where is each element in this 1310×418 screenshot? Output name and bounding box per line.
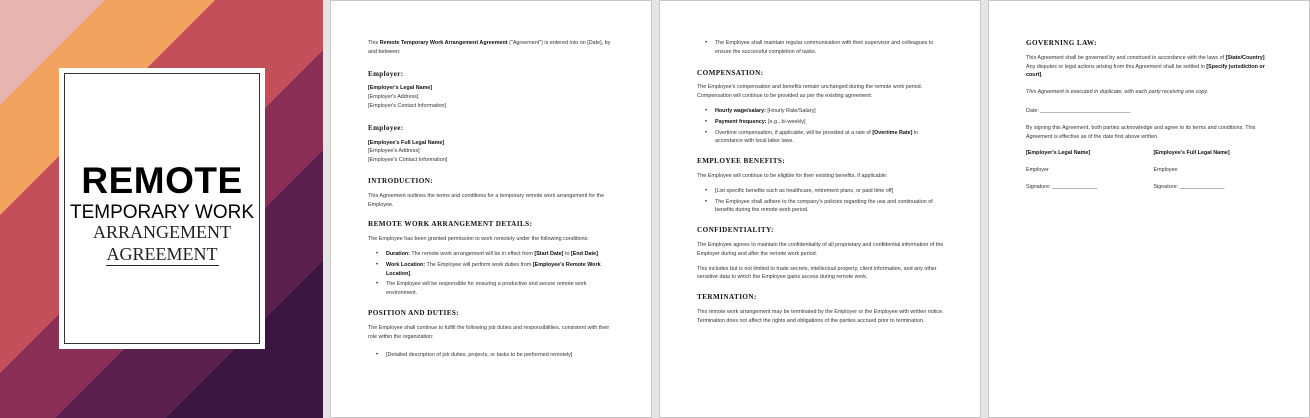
- confidentiality-text-2: This includes but is not limited to trade secrets, intellectual property, client information, and any other sensitive data to which the Employee gains access during remote work.: [697, 265, 937, 281]
- list-item: • Overtime compensation, if applicable, will be provided at a rate of [Overtime Rate] in accordance with local labor laws.: [697, 129, 946, 147]
- list-item: • The Employee shall adhere to the company's policies regarding the use and continuation of benefits during the remote work period.: [697, 198, 946, 216]
- signature-block: [1026, 149, 1275, 199]
- employee-signature-line[interactable]: Signature: _______________: [1153, 183, 1225, 190]
- cover-title-temporary-work: TEMPORARY WORK: [69, 202, 255, 223]
- intro-paragraph: This Remote Temporary Work Arrangement Agreement ("Agreement") is entered into on [Date], by and between:: [368, 40, 611, 55]
- compensation-heading: COMPENSATION:: [697, 68, 764, 77]
- compensation-text: The Employee's compensation and benefits remain unchanged during the remote work period. Compensation will continue to be provided as per the existing agreement:: [697, 84, 923, 100]
- cover-title-arrangement: ARRANGEMENT: [93, 222, 231, 242]
- employee-block: [Employee's Full Legal Name] [Employee's Address] [Employee's Contact Information]: [368, 139, 448, 164]
- duties-heading: POSITION AND DUTIES:: [368, 308, 460, 317]
- confidentiality-heading: CONFIDENTIALITY:: [697, 226, 774, 235]
- employer-block: [Employer's Legal Name] [Employer's Address] [Employer's Contact Information]: [368, 85, 447, 109]
- executed-note: This Agreement is executed in duplicate, with each party receiving one copy.: [1026, 89, 1209, 96]
- list-item: • [Detailed description of job duties, projects, or tasks to be performed remotely]: [368, 351, 617, 360]
- list-item: • [List specific benefits such as healthcare, retirement plans, or paid time off]: [697, 187, 946, 196]
- employee-signature: [Employee's Full Legal Name] Employee Signature: _______________: [1151, 149, 1276, 199]
- employer-signature: [Employer's Legal Name] Employer Signature: _______________: [1026, 149, 1151, 199]
- duties-text: The Employee shall continue to fulfill the following job duties and responsibilities, consistent with their role within the organization:: [368, 324, 610, 340]
- compensation-list: [697, 107, 946, 146]
- governing-law-text: This Agreement shall be governed by and construed in accordance with the laws of [State/Country]. Any disputes or legal actions arising from this Agreement shall be settled in [Specify jurisdiction or court].: [1026, 54, 1267, 79]
- benefits-list: [697, 187, 946, 215]
- employer-heading: Employer:: [368, 69, 404, 78]
- employer-signature-line[interactable]: Signature: _______________: [1026, 183, 1098, 190]
- cover-page: [0, 0, 323, 418]
- document-page-4: [988, 0, 1310, 418]
- employee-heading: Employee:: [368, 123, 404, 132]
- date-line: Date: ______________________________: [1026, 107, 1131, 114]
- introduction-heading: INTRODUCTION:: [368, 176, 434, 185]
- list-item: • Payment frequency: [e.g., bi-weekly]: [697, 118, 946, 127]
- list-item: • Hourly wage/salary: [Hourly Rate/Salary]: [697, 107, 946, 116]
- list-item: • Duration: The remote work arrangement will be in effect from [Start Date] to [End Date].: [368, 250, 617, 259]
- governing-law-heading: GOVERNING LAW:: [1026, 39, 1097, 47]
- details-heading: REMOTE WORK ARRANGEMENT DETAILS:: [368, 220, 533, 229]
- termination-text: This remote work arrangement may be terminated by the Employer or the Employee with written notice. Termination does not affect the rights and obligations of the parties accrued prior to termination.: [697, 308, 944, 324]
- cover-title-remote: REMOTE: [81, 160, 243, 201]
- cover-title-frame: [64, 73, 260, 344]
- list-item: • The Employee shall maintain regular communication with their supervisor and colleagues to ensure the successful completion of tasks.: [697, 39, 946, 57]
- communication-list: [697, 39, 946, 57]
- termination-heading: TERMINATION:: [697, 293, 757, 302]
- signing-text: By signing this Agreement, both parties acknowledge and agree to its terms and conditions. This Agreement is effective as of the date first above written.: [1026, 124, 1256, 140]
- list-item: • Work Location: The Employee will perform work duties from [Employee's Remote Work Location].: [368, 261, 617, 279]
- details-list: [368, 250, 617, 298]
- cover-title-agreement: AGREEMENT: [106, 244, 218, 264]
- introduction-text: This Agreement outlines the terms and conditions for a temporary remote work arrangement for the Employee.: [368, 192, 605, 208]
- benefits-heading: EMPLOYEE BENEFITS:: [697, 157, 786, 166]
- document-page-2: [330, 0, 652, 418]
- details-text: The Employee has been granted permission to work remotely under the following conditions:: [368, 236, 589, 243]
- list-item: • The Employee will be responsible for ensuring a productive and secure remote work environment.: [368, 280, 617, 298]
- confidentiality-text-1: The Employee agrees to maintain the confidentiality of all proprietary and confidential information of the Employer during and after the remote work period.: [697, 241, 944, 257]
- benefits-text: The Employee will continue to be eligible for their existing benefits, if applicable:: [697, 172, 888, 179]
- cover-title-box: [59, 68, 265, 349]
- document-page-3: [659, 0, 981, 418]
- duties-list: [368, 351, 617, 360]
